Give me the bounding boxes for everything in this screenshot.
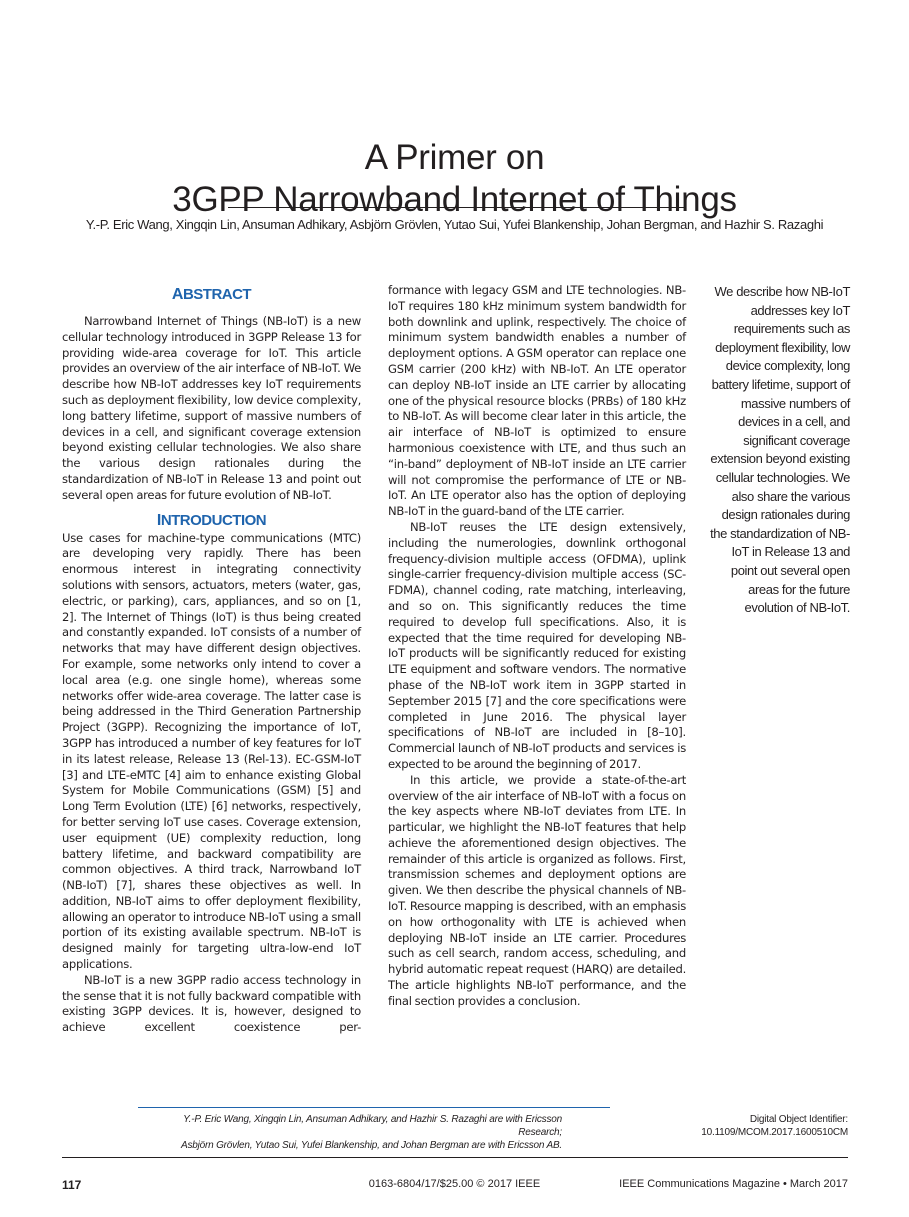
pull-quote: We describe how NB-IoT addresses key IoT requirements such as deployment flexibility, low device complexity, long battery lifetime, support of massive numbers of devices in a cell, and significant coverage extension beyond existing cellular technologies. We also share the various design rationales during the standardization of NB-IoT in Release 13 and point out several open areas for the future evolution of NB-IoT.	[710, 284, 850, 616]
left-column	[62, 283, 361, 1036]
intro-paragraph: NB-IoT reuses the LTE design extensively, including the numerologies, downlink orthogonal frequency-division multiple access (OFDMA), uplink single-carrier frequency-division multiple access (SC-FDMA), channel coding, rate matching, interleaving, and so on. This significantly reduces the time required to develop full specifications. Also, it is expected that the time required for developing NB-IoT products will be significantly reduced for existing LTE equipment and software vendors. The normative phase of the NB-IoT work item in 3GPP started in September 2015 [7] and the core specifications were completed in June 2016. The physical layer specifications of NB-IoT are included in [8–10]. Commercial launch of NB-IoT products and services is expected to be around the beginning of 2017.	[388, 519, 686, 771]
title-line-2: 3GPP Narrowband Internet of Things	[172, 180, 737, 220]
author-affiliations: Y.-P. Eric Wang, Xingqin Lin, Ansuman Adhikary, and Hazhir S. Razaghi are with Ericsson Research; Asbjörn Grövlen, Yutao Sui, Yufei Blankenship, and Johan Bergman are with Ericsson AB.	[181, 1114, 562, 1151]
page-footer-divider	[62, 1157, 848, 1158]
article-title	[0, 137, 909, 221]
doi-value: 10.1109/MCOM.2017.1600510CM	[701, 1127, 848, 1138]
footnote-divider	[138, 1107, 610, 1108]
page-number: 117	[62, 1178, 82, 1192]
introduction-heading: INTRODUCTION	[156, 511, 267, 529]
abstract-text: Narrowband Internet of Things (NB-IoT) is a new cellular technology introduced in 3GPP Release 13 for providing wide-area coverage for IoT. This article provides an overview of the air interface of NB-IoT. We describe how NB-IoT addresses key IoT requirements such as deployment flexibility, low device complexity, long battery lifetime, support of massive numbers of devices in a cell, and significant coverage extension beyond existing cellular technologies. We also share the various design rationales during the standardization of NB-IoT in Release 13 and point out several open areas for future evolution of NB-IoT.	[62, 314, 361, 502]
author-list: Y.-P. Eric Wang, Xingqin Lin, Ansuman Adhikary, Asbjörn Grövlen, Yutao Sui, Yufei Blankenship, Johan Bergman, and Hazhir S. Razaghi	[85, 217, 824, 232]
title-line-1: A Primer on	[364, 138, 545, 178]
copyright-notice: 0163-6804/17/$25.00 © 2017 IEEE	[368, 1178, 541, 1190]
abstract-heading: ABSTRACT	[171, 286, 252, 303]
doi-block	[628, 1113, 848, 1139]
title-divider	[228, 207, 684, 208]
intro-paragraph: In this article, we provide a state-of-the-art overview of the air interface of NB-IoT with a focus on the key aspects where NB-IoT deviates from LTE. In particular, we highlight the NB-IoT features that help achieve the aforementioned design objectives. The remainder of this article is organized as follows. First, transmission schemes and deployment options are given. We then describe the physical channels of NB-IoT. Resource mapping is described, with an emphasis on how orthogonality with LTE is achieved when deploying NB-IoT inside an LTE carrier. Procedures such as cell search, random access, scheduling, and hybrid automatic repeat request (HARQ) are detailed. The article highlights NB-IoT performance, and the final section provides a conclusion.	[388, 772, 686, 1008]
intro-paragraph: NB-IoT is a new 3GPP radio access technology in the sense that it is not fully backward compatible with existing 3GPP devices. It is, however, designed to achieve excellent coexistence per-	[62, 972, 361, 1035]
journal-info: IEEE Communications Magazine • March 2017	[619, 1178, 848, 1190]
intro-paragraph: Use cases for machine-type communications (MTC) are developing very rapidly. There has been enormous interest in integrating connectivity solutions with sensors, actuators, meters (water, gas, electric, or parking), cars, appliances, and so on [1, 2]. The Internet of Things (IoT) is thus being created and constantly expanded. IoT consists of a number of networks that may have different design objectives. For example, some networks only intend to cover a local area (e.g. one single home), whereas some networks offer wide-area coverage. The latter case is being addressed in the Third Generation Partnership Project (3GPP). Recognizing the importance of IoT, 3GPP has introduced a number of key features for IoT in its latest release, Release 13 (Rel-13). EC-GSM-IoT [3] and LTE-eMTC [4] aim to enhance existing Global System for Mobile Communications (GSM) [5] and Long Term Evolution (LTE) [6] networks, respectively, for better serving IoT use cases. Coverage extension, user equipment (UE) complexity reduction, long battery lifetime, and backward compatibility are common objectives. A third track, Narrowband IoT (NB-IoT) [7], shares these objectives as well. In addition, NB-IoT aims to offer deployment flexibility, allowing an operator to introduce NB-IoT using a small portion of its existing available spectrum. NB-IoT is designed mainly for targeting ultra-low-end IoT applications.	[62, 530, 361, 972]
intro-paragraph: formance with legacy GSM and LTE technologies. NB-IoT requires 180 kHz minimum system bandwidth for both downlink and uplink, respectively. The choice of minimum system bandwidth enables a number of deployment options. A GSM operator can replace one GSM carrier (200 kHz) with NB-IoT. An LTE operator can deploy NB-IoT inside an LTE carrier by allocating one of the physical resource blocks (PRBs) of 180 kHz to NB-IoT. As will become clear later in this article, the air interface of NB-IoT is optimized to ensure harmonious coexistence with LTE, and thus such an “in-band” deployment of NB-IoT inside an LTE carrier will not compromise the performance of LTE or NB-IoT. An LTE operator also has the option of deploying NB-IoT in the guard-band of the LTE carrier.	[388, 283, 686, 519]
doi-label: Digital Object Identifier:	[749, 1114, 848, 1125]
middle-column	[388, 283, 686, 1010]
